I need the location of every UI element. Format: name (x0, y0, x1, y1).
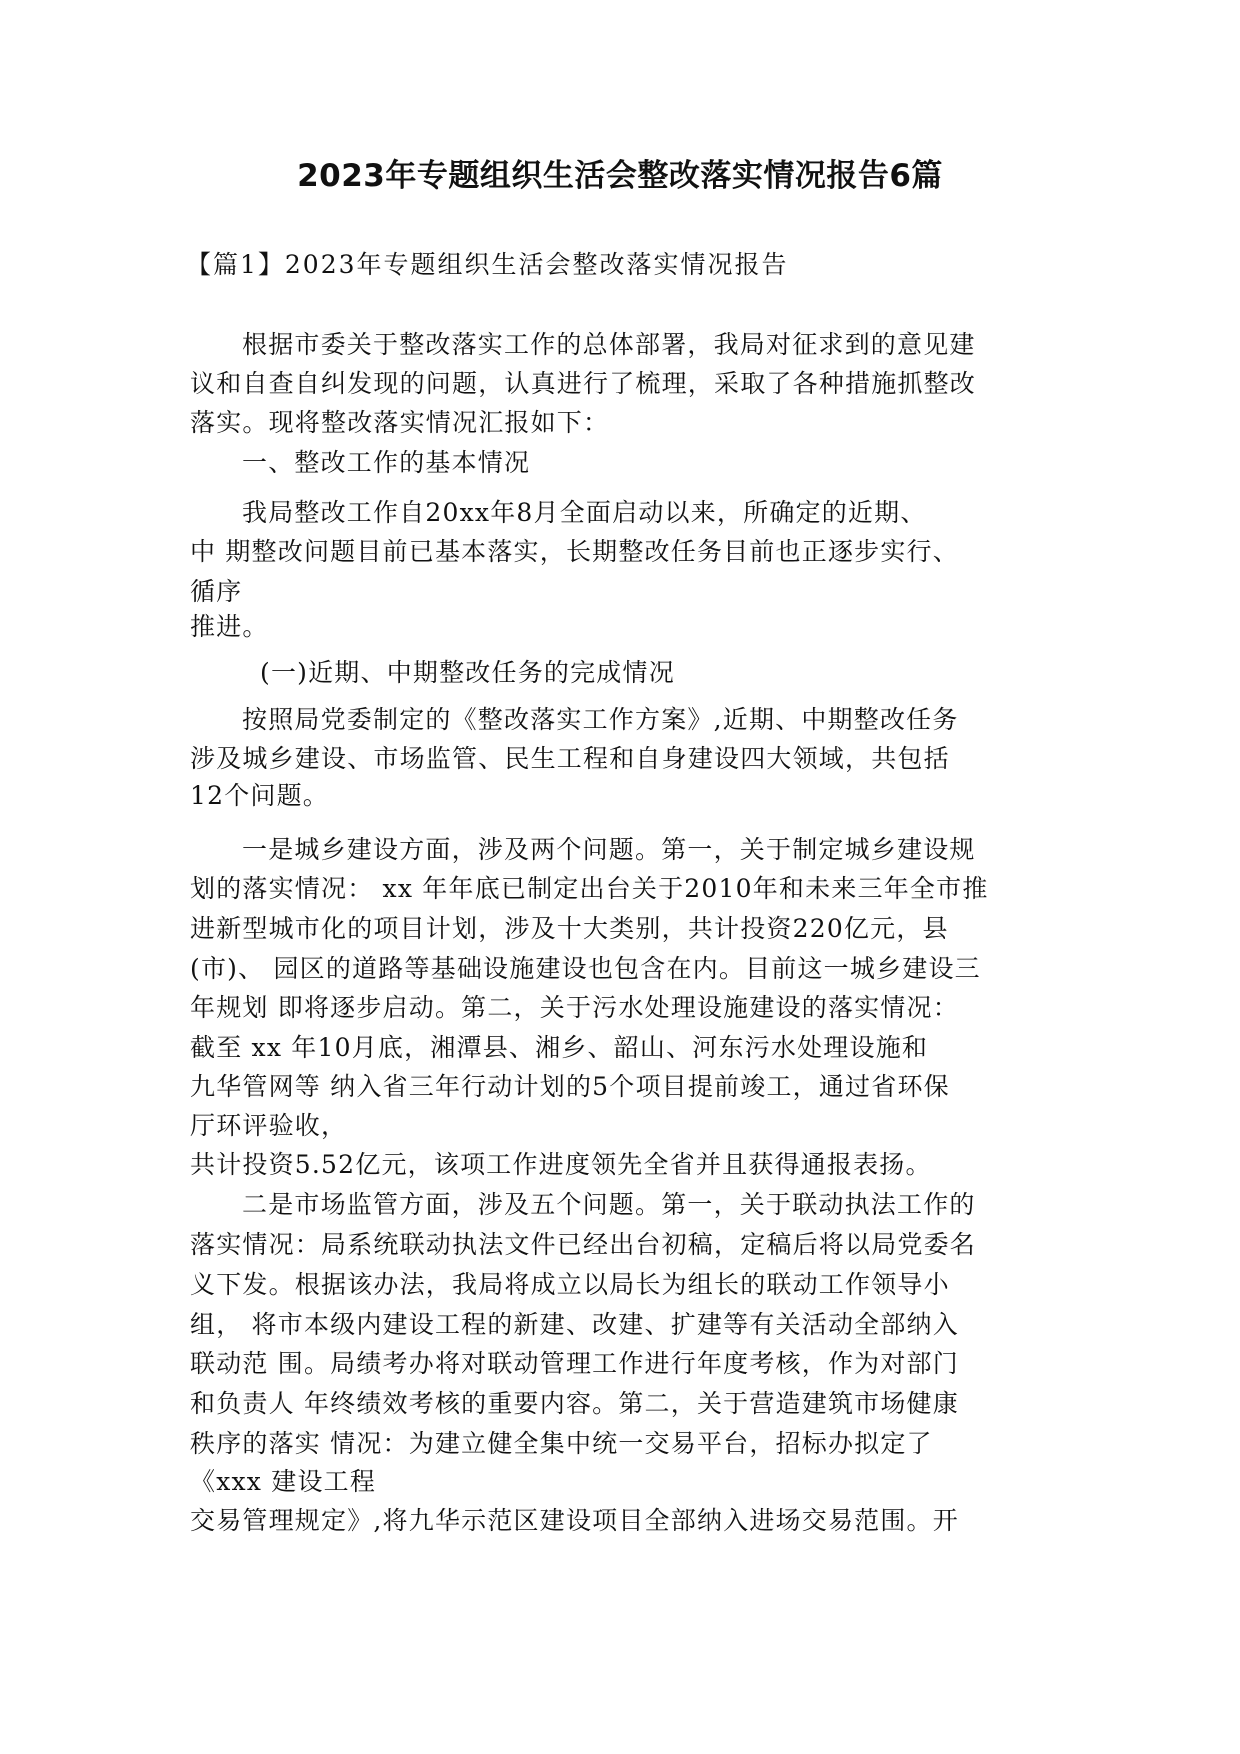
text-line: 落实情况：局系统联动执法文件已经出台初稿，定稿后将以局党委名 (190, 1230, 977, 1259)
text-line: 循序 (190, 577, 243, 606)
text-line: 进新型城市化的项目计划，涉及十大类别，共计投资220亿元，县 (190, 914, 949, 943)
text-line: 年规划 即将逐步启动。第二，关于污水处理设施建设的落实情况： (190, 993, 959, 1022)
text-line: (市)、 园区的道路等基础设施建设也包含在内。目前这一城乡建设三 (190, 954, 981, 983)
text-line: 根据市委关于整改落实工作的总体部署，我局对征求到的意见建 (242, 330, 976, 359)
text-line: 按照局党委制定的《整改落实工作方案》,近期、中期整改任务 (242, 705, 959, 734)
text-line: 中 期整改问题目前已基本落实，长期整改任务目前也正逐步实行、 (190, 537, 959, 566)
text-line: 义下发。根据该办法，我局将成立以局长为组长的联动工作领导小 (190, 1270, 950, 1299)
text-line: 截至 xx 年10月底，湘潭县、湘乡、韶山、河东污水处理设施和 (190, 1033, 929, 1062)
text-line: 议和自查自纠发现的问题，认真进行了梳理，采取了各种措施抓整改 (190, 369, 977, 398)
text-line: 秩序的落实 情况：为建立健全集中统一交易平台，招标办拟定了 (190, 1429, 933, 1458)
text-line: 12个问题。 (190, 781, 330, 810)
text-line: 涉及城乡建设、市场监管、民生工程和自身建设四大领域，共包括 (190, 744, 950, 773)
text-line: 和负责人 年终绩效考核的重要内容。第二，关于营造建筑市场健康 (190, 1389, 959, 1418)
text-line: 二是市场监管方面，涉及五个问题。第一，关于联动执法工作的 (242, 1190, 976, 1219)
section-heading: 【篇1】2023年专题组织生活会整改落实情况报告 (186, 250, 789, 279)
text-line: 九华管网等 纳入省三年行动计划的5个项目提前竣工，通过省环保 (190, 1072, 950, 1101)
text-line: 组， 将市本级内建设工程的新建、改建、扩建等有关活动全部纳入 (190, 1310, 959, 1339)
text-line: 推进。 (190, 612, 269, 641)
text-line: 交易管理规定》,将九华示范区建设项目全部纳入进场交易范围。开 (190, 1506, 959, 1535)
document-title: 2023年专题组织生活会整改落实情况报告6篇 (297, 158, 943, 194)
text-line: 一、整改工作的基本情况 (242, 448, 531, 477)
text-line: 厅环评验收， (190, 1111, 348, 1140)
text-line: 联动范 围。局绩考办将对联动管理工作进行年度考核，作为对部门 (190, 1349, 959, 1378)
text-line: 划的落实情况： xx 年年底已制定出台关于2010年和未来三年全市推 (190, 874, 989, 903)
text-line: 《xxx 建设工程 (190, 1467, 377, 1496)
text-line: 落实。现将整改落实情况汇报如下： (190, 408, 610, 437)
text-line: 一是城乡建设方面，涉及两个问题。第一，关于制定城乡建设规 (242, 835, 976, 864)
text-line: 我局整改工作自20xx年8月全面启动以来，所确定的近期、 (242, 498, 927, 527)
text-line: 共计投资5.52亿元，该项工作进度领先全省并且获得通报表扬。 (190, 1150, 932, 1179)
text-line: (一)近期、中期整改任务的完成情况 (260, 658, 675, 687)
